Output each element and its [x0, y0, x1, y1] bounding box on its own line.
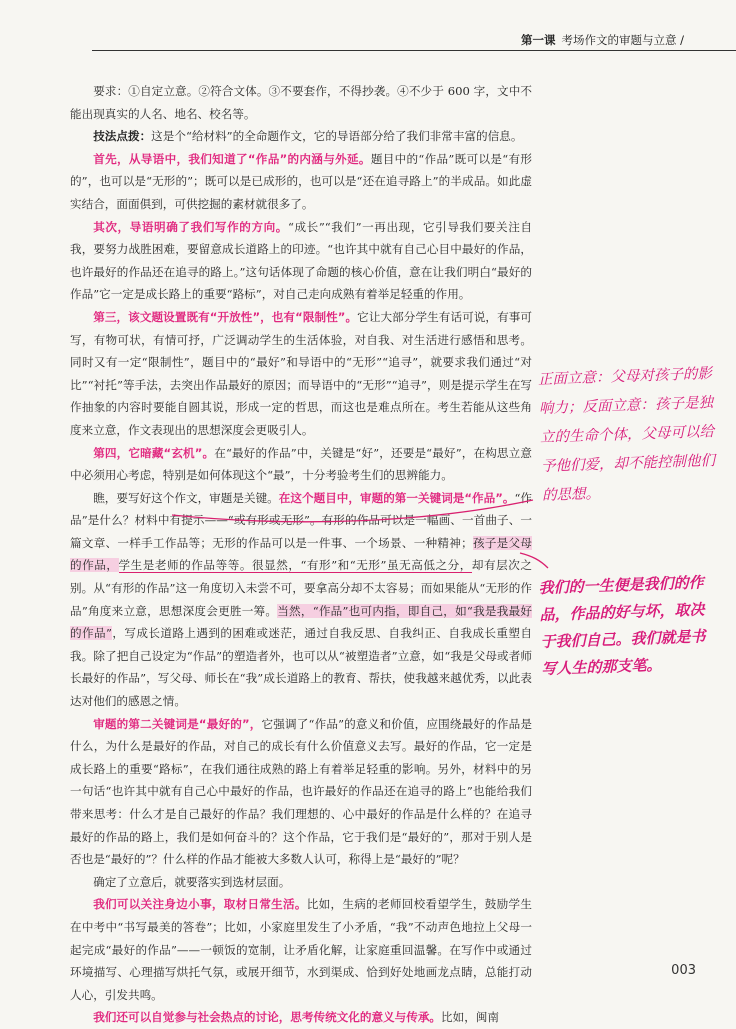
underline-students-teachers: 学生是老师的作品等等。很显然，“有形”和“无形”虽无高低之分，: [118, 558, 472, 573]
tips-paragraph: 技法点拨：这是个“给材料”的全命题作文，它的导语部分给了我们非常丰富的信息。: [93, 129, 523, 144]
material-intro-paragraph: 确定了立意后，就要落实到选材层面。: [93, 874, 291, 889]
social-topic-paragraph: 我们还可以自觉参与社会热点的讨论，思考传统文化的意义与传承。比如，闽南: [93, 1010, 499, 1025]
point-three-heading: 第三，该文题设置既有“开放性”，也有“限制性”。: [93, 309, 358, 324]
keyword-one-paragraph: 瞧，要写好这个作文，审题是关键。在这个题目中，审题的第一关键词是“作品”。“作品”是什么？材料中有提示——“或有形或无形”。有形的作品可以是一幅画、一首曲子、一篇文章、一样手工作品等；无形的作品可以是一件事、一个场景、一种精神；孩子是父母的作品，学生是老师的作品等等。很显然，“有形”和“无形”虽无高低之分，却有层次之别。从“有形的作品”这一角度切入未尝不可，要拿高分却不太容易；而如果能从“无形的作品”角度来立意，思想深度会更胜一筹。当然，“作品”也可内指，即自己，如“我是我最好的作品”，写成长道路上遇到的困难或迷茫，通过自我反思、自我纠正、自我成长重塑自我。除了把自己设定为“作品”的塑造者外，也可以从“被塑造者”立意，如“我是父母或者师长最好的作品”，写父母、师长在“我”成长道路上的教育、帮扶，使我越来越优秀，以此表达对他们的感恩之情。: [70, 490, 532, 709]
tips-label: 技法点拨：: [93, 129, 152, 144]
handwritten-note-life-as-work: 我们的一生便是我们的作品，作品的好与坏，取决于我们自己。我们就是书写人生的那支笔。: [538, 573, 706, 679]
highlight-children-parents: 孩子是父母的作品，: [70, 535, 532, 573]
page-number: 003: [671, 963, 696, 978]
connector-line-2: [520, 553, 548, 568]
connector-line-1: [172, 500, 533, 522]
keyword-two-paragraph: 审题的第二关键词是“最好的”，它强调了“作品”的意义和价值，应围绕最好的作品是什么，为什么是最好的作品，对自己的成长有什么价值意义去写。最好的作品，它一定是成长路上的重要“路标”，在我们通往成熟的路上有着举足轻重的影响。另外，材料中的另一句话“也许其中就有自己心中最好的作品，也许最好的作品还在追寻的路上”也能给我们带来思考：什么才是自己最好的作品？我们理想的、心中最好的作品是什么样的？在追寻最好的作品的路上，我们是如何奋斗的？这个作品，它于我们是“最好的”，那对于别人是否也是“最好的”？什么样的作品才能被大多数人认可，称得上是“最好的”呢？: [70, 716, 532, 867]
requirements-paragraph: 要求：①自定立意。②符合文体。③不要套作，不得抄袭。④不少于 600 字，文中不能出现真实的人名、地名、校名等。: [70, 84, 532, 121]
keyword-two-heading: 审题的第二关键词是“最好的”，: [93, 716, 262, 731]
social-topic-heading: 我们还可以自觉参与社会热点的讨论，思考传统文化的意义与传承。: [93, 1010, 442, 1025]
chapter-title: 考场作文的审题与立意 /: [561, 33, 684, 47]
keyword-one-heading: 在这个题目中，审题的第一关键词是“作品”。: [278, 490, 515, 505]
point-one-paragraph: 首先，从导语中，我们知道了“作品”的内涵与外延。题目中的“作品”既可以是“有形的”，也可以是“无形的”；既可以是已成形的，也可以是“还在追寻路上”的半成品。如此虚实结合，面面俱到，可供挖掘的素材就很多了。: [70, 151, 532, 211]
point-one-heading: 首先，从导语中，我们知道了“作品”的内涵与外延。: [93, 151, 371, 166]
point-two-heading: 其次，导语明确了我们写作的方向。: [93, 219, 288, 234]
point-four-heading: 第四，它暗藏“玄机”。: [93, 445, 215, 460]
highlight-self-as-work: 当然，“作品”也可内指，即自己，如“我是我最好的作品”: [70, 603, 532, 641]
point-two-paragraph: 其次，导语明确了我们写作的方向。“成长”“我们”一再出现，它引导我们要关注自我，要努力战胜困难，要留意成长道路上的印迹。“也许其中就有自己心目中最好的作品，也许最好的作品还在追寻的路上。”这句话体现了命题的核心价值，意在让我们明白“最好的作品”它一定是成长路上的重要“路标”，对自己走向成熟有着举足轻重的作用。: [70, 219, 532, 302]
point-four-paragraph: 第四，它暗藏“玄机”。在“最好的作品”中，关键是“好”，还要是“最好”，在构思立意中必须用心考虑，特别是如何体现这个“最”，十分考验考生们的思辨能力。: [70, 445, 532, 483]
daily-life-paragraph: 我们可以关注身边小事，取材日常生活。比如，生病的老师回校看望学生，鼓励学生在中考中“书写最美的答卷”；比如，小家庭里发生了小矛盾，“我”不动声色地拉上父母一起完成“最好的作品”——一顿饭的宽制，让矛盾化解，让家庭重回温馨。在写作中或通过环境描写、心理描写烘托气氛，或展开细节，水到渠成、恰到好处地画龙点睛，总能打动人心，引发共鸣。: [70, 897, 532, 1002]
lesson-label: 第一课: [520, 33, 556, 47]
handwritten-note-perspectives: 正面立意：父母对孩子的影响力；反面立意：孩子是独立的生命个体，父母可以给予他们爱，却不能控制他们的思想。: [537, 366, 716, 505]
point-three-paragraph: 第三，该文题设置既有“开放性”，也有“限制性”。它让大部分学生有话可说，有事可写，有物可状，有情可抒，广泛调动学生的生活体验，对自我、对生活进行感悟和思考。同时又有一定“限制性”，题目中的“最好”和导语中的“无形”“追寻”，就要求我们通过“对比”“衬托”等手法，去突出作品最好的原因；而导语中的“无形”“追寻”，则是提示学生在写作抽象的内容时要能自圆其说，形成一定的哲思，而这也是难点所在。考生若能从这些角度来立意，作文表现出的思想深度会更吸引人。: [70, 309, 532, 437]
daily-life-heading: 我们可以关注身边小事，取材日常生活。: [93, 897, 307, 912]
